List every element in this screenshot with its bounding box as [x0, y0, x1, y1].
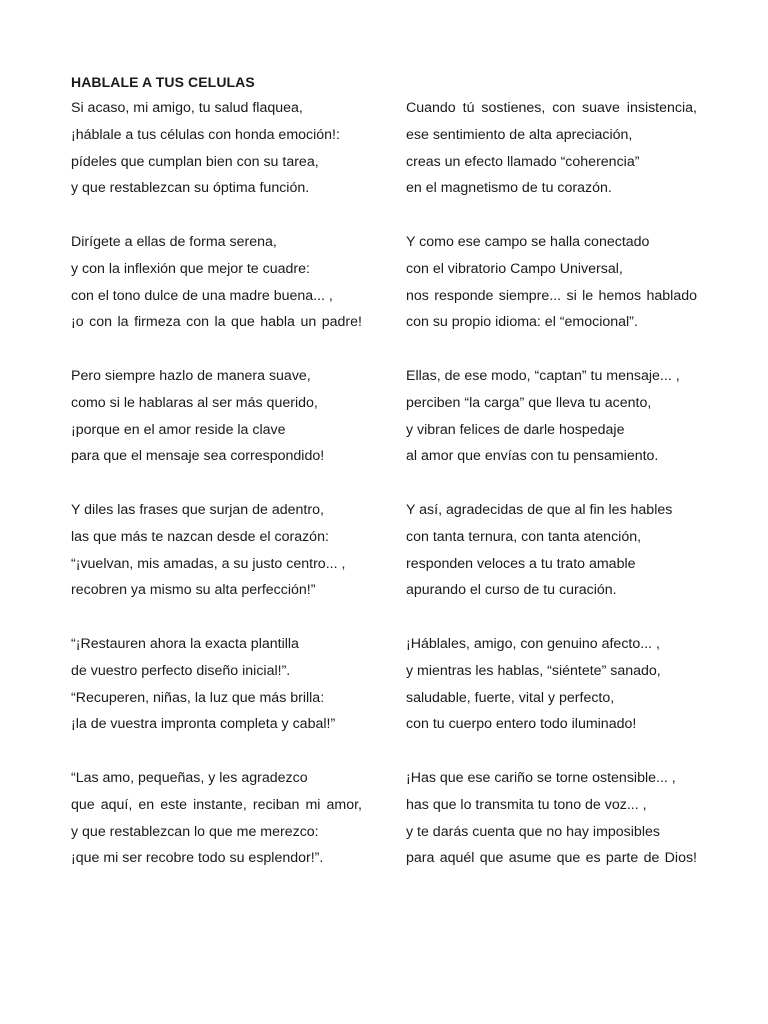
stanza	[71, 497, 362, 604]
poem-line: Cuando tú sostienes, con suave insistencia,	[406, 100, 697, 116]
poem-line: Si acaso, mi amigo, tu salud flaquea,	[71, 100, 303, 116]
stanza	[406, 95, 697, 202]
poem-line: con tu cuerpo entero todo iluminado!	[406, 716, 637, 733]
stanza	[406, 363, 697, 470]
poem-line: y te darás cuenta que no hay imposibles	[406, 823, 660, 840]
poem-line: y mientras les hablas, “siéntete” sanado,	[406, 662, 661, 679]
poem-line: pídeles que cumplan bien con su tarea,	[71, 153, 319, 170]
poem-line: ¡háblale a tus células con honda emoción!:	[71, 126, 340, 143]
poem-line: con el tono dulce de una madre buena... ,	[71, 287, 333, 304]
right-column	[406, 95, 697, 899]
stanza	[71, 631, 362, 738]
poem-line: Y diles las frases que surjan de adentro,	[71, 501, 324, 518]
poem-line: de vuestro perfecto diseño inicial!”.	[71, 662, 291, 679]
poem-line: ¡o con la firmeza con la que habla un padre!	[71, 314, 362, 331]
poem-line: al amor que envías con tu pensamiento.	[406, 448, 659, 465]
poem-title: HABLALE A TUS CELULAS	[71, 74, 255, 90]
poem-line: apurando el curso de tu curación.	[406, 582, 617, 599]
poem-line: para aquél que asume que es parte de Dios!	[406, 850, 697, 867]
poem-line: las que más te nazcan desde el corazón:	[71, 528, 329, 545]
stanza	[71, 95, 362, 202]
stanza	[71, 765, 362, 872]
poem-line: ¡porque en el amor reside la clave	[71, 421, 286, 438]
poem-line: como si le hablaras al ser más querido,	[71, 394, 318, 411]
stanza	[406, 497, 697, 604]
poem-line: con tanta ternura, con tanta atención,	[406, 528, 642, 545]
poem-line: con el vibratorio Campo Universal,	[406, 260, 623, 277]
poem-line: Y como ese campo se halla conectado	[406, 233, 650, 250]
poem-line: con su propio idioma: el “emocional”.	[406, 314, 638, 331]
poem-line: “¡vuelvan, mis amadas, a su justo centro... ,	[71, 555, 346, 572]
poem-line: nos responde siempre... si le hemos hablado	[406, 287, 697, 304]
poem-line: en el magnetismo de tu corazón.	[406, 180, 612, 197]
poem-line: creas un efecto llamado “coherencia”	[406, 153, 640, 170]
poem-line: Y así, agradecidas de que al fin les hables	[406, 501, 673, 518]
poem-line: y que restablezcan lo que me merezco:	[71, 823, 319, 840]
stanza	[406, 631, 697, 738]
poem-line: ¡Has que ese cariño se torne ostensible... ,	[406, 769, 676, 786]
poem-line: y que restablezcan su óptima función.	[71, 180, 310, 197]
poem-line: Dirígete a ellas de forma serena,	[71, 233, 277, 250]
poem-line: responden veloces a tu trato amable	[406, 555, 636, 572]
poem-line: Pero siempre hazlo de manera suave,	[71, 367, 311, 384]
poem-line: “¡Restauren ahora la exacta plantilla	[71, 635, 299, 652]
poem-line: “Recuperen, niñas, la luz que más brilla:	[71, 689, 325, 706]
poem-line: saludable, fuerte, vital y perfecto,	[406, 689, 615, 706]
stanza	[71, 363, 362, 470]
poem-line: Ellas, de ese modo, “captan” tu mensaje... ,	[406, 367, 680, 384]
poem-line: ¡la de vuestra impronta completa y cabal!”	[71, 716, 336, 733]
poem-line: que aquí, en este instante, reciban mi amor,	[71, 796, 362, 813]
poem-line: has que lo transmita tu tono de voz... ,	[406, 796, 647, 813]
poem-line: para que el mensaje sea correspondido!	[71, 448, 325, 465]
poem-line: recobren ya mismo su alta perfección!”	[71, 582, 316, 599]
stanza	[71, 229, 362, 336]
poem-line: ese sentimiento de alta apreciación,	[406, 126, 633, 143]
stanza	[406, 765, 697, 872]
poem-line: “Las amo, pequeñas, y les agradezco	[71, 769, 308, 786]
poem-line: y vibran felices de darle hospedaje	[406, 421, 625, 438]
stanza	[406, 229, 697, 336]
poem-line: y con la inflexión que mejor te cuadre:	[71, 260, 310, 277]
poem-line: perciben “la carga” que lleva tu acento,	[406, 394, 652, 411]
left-column	[71, 95, 362, 899]
poem-line: ¡Háblales, amigo, con genuino afecto... ,	[406, 635, 660, 652]
poem-line: ¡que mi ser recobre todo su esplendor!”.	[71, 850, 324, 867]
